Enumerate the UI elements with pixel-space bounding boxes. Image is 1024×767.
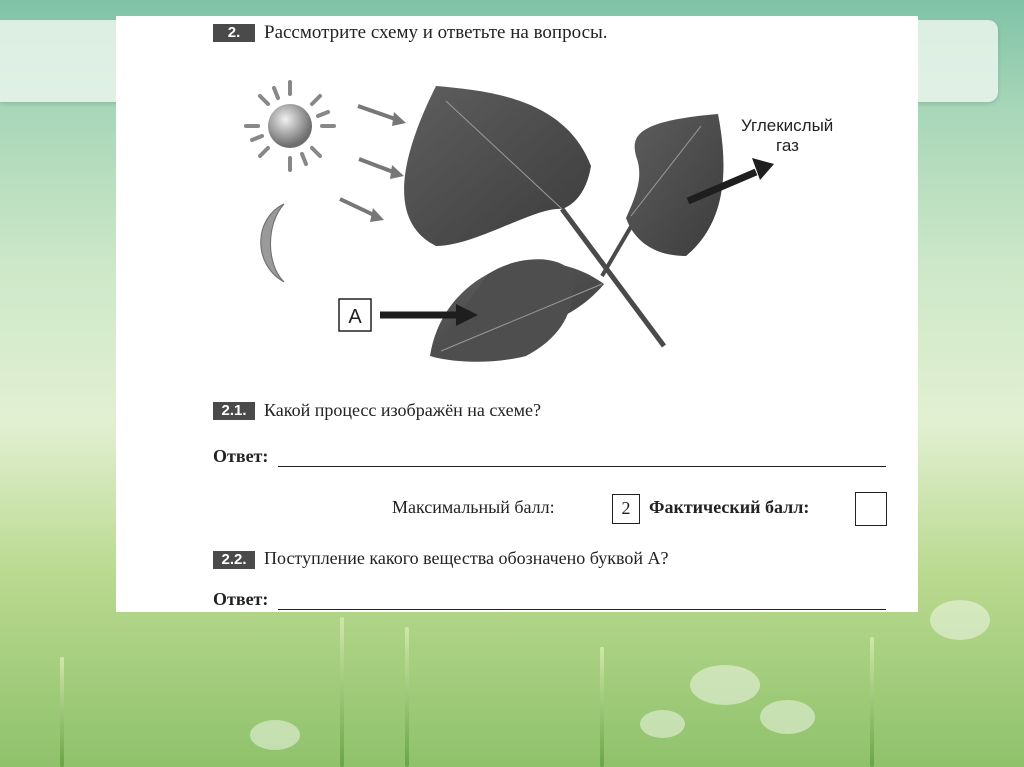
input-a-label: A	[348, 306, 362, 328]
question-2-number-badge: 2.2.	[213, 551, 255, 569]
actual-score-box[interactable]	[855, 492, 887, 526]
task-title: Рассмотрите схему и ответьте на вопросы.	[264, 22, 608, 43]
photosynthesis-diagram	[116, 56, 918, 416]
bokeh-light	[250, 720, 300, 750]
worksheet	[116, 16, 918, 612]
max-score-box: 2	[612, 494, 640, 524]
task-number-badge: 2.	[213, 24, 255, 42]
question-2-answer-label: Ответ:	[213, 589, 269, 609]
question-1-text: Какой процесс изображён на схеме?	[264, 400, 542, 420]
moon-icon	[261, 204, 284, 282]
sun-icon	[246, 82, 334, 170]
grass-blade	[60, 657, 64, 767]
co2-label-line1: Углекислый	[741, 116, 834, 135]
bokeh-light	[690, 665, 760, 705]
grass-blade	[870, 637, 874, 767]
question-1-answer-line[interactable]	[278, 466, 886, 467]
question-1-number-badge: 2.1.	[213, 402, 255, 420]
question-2-text: Поступление какого вещества обозначено буквой А?	[264, 548, 669, 568]
grass-blade	[405, 627, 409, 767]
max-score-label: Максимальный балл:	[392, 497, 555, 517]
actual-score-label: Фактический балл:	[649, 497, 810, 517]
bokeh-light	[930, 600, 990, 640]
question-2-answer-line[interactable]	[278, 609, 886, 610]
question-1-answer-label: Ответ:	[213, 446, 269, 466]
light-arrows	[340, 106, 406, 222]
bokeh-light	[760, 700, 815, 734]
grass-blade	[600, 647, 604, 767]
leaf-branch	[404, 86, 723, 362]
grass-blade	[340, 617, 344, 767]
bokeh-light	[640, 710, 685, 738]
co2-label-line2: газ	[776, 136, 799, 155]
